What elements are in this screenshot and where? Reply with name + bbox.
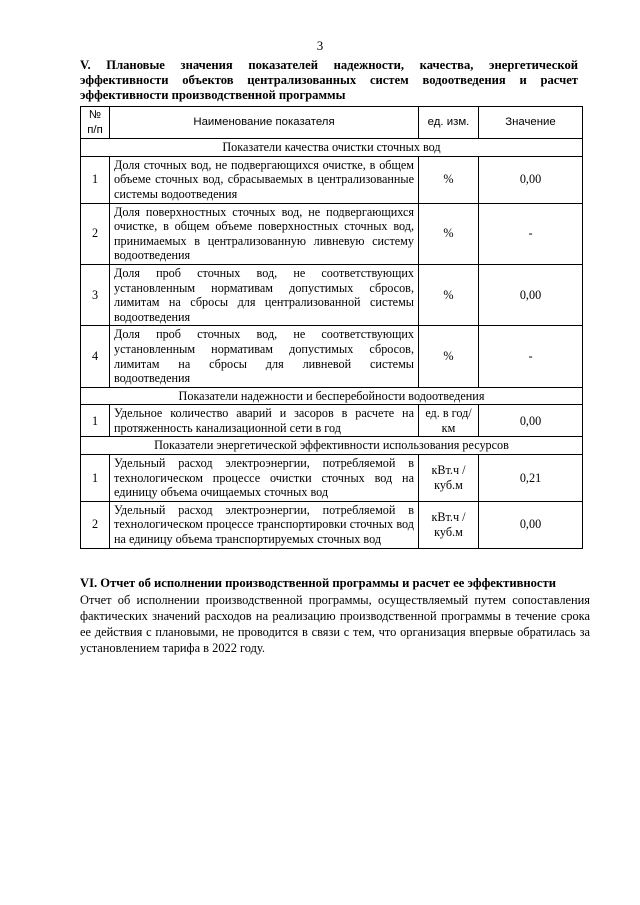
row-num: 2: [81, 203, 110, 264]
row-value: 0,00: [479, 501, 583, 548]
section-row-quality: [81, 139, 583, 157]
row-unit: ед. в год/ км: [419, 405, 479, 437]
row-unit: кВт.ч / куб.м: [419, 455, 479, 502]
row-num: 1: [81, 156, 110, 203]
row-unit: %: [419, 156, 479, 203]
table-row: [81, 501, 583, 548]
table-row: [81, 455, 583, 502]
row-name: Удельное количество аварий и засоров в расчете на протяженность канализационной сети в год: [110, 405, 419, 437]
row-value: 0,00: [479, 405, 583, 437]
header-value: Значение: [479, 107, 583, 139]
page-number: 3: [316, 38, 324, 53]
table-header-row: [81, 107, 583, 139]
indicators-table: [80, 106, 583, 549]
row-num: 1: [81, 405, 110, 437]
row-unit: %: [419, 203, 479, 264]
section-row-energy: [81, 437, 583, 455]
row-name: Доля проб сточных вод, не соответствующих установленным нормативам допустимых сбросов, лимитам на сбросы для централизованной системы водоотведения: [110, 264, 419, 325]
row-value: 0,00: [479, 156, 583, 203]
row-num: 4: [81, 326, 110, 387]
section-title: Показатели энергетической эффективности использования ресурсов: [81, 437, 583, 455]
section-title: Показатели надежности и бесперебойности водоотведения: [81, 387, 583, 405]
header-num: № п/п: [81, 107, 110, 139]
row-value: 0,21: [479, 455, 583, 502]
section-6-paragraph: Отчет об исполнении производственной программы, осуществляемый путем сопоставления фактических значений расходов на реализацию производственной программы в течение срока ее действия с плановыми, не проводится в связи с тем, что организация впервые обратилась за установлением тарифа в 2022 году.: [80, 593, 590, 655]
table-row: [81, 405, 583, 437]
section-row-reliability: [81, 387, 583, 405]
row-unit: %: [419, 264, 479, 325]
row-num: 3: [81, 264, 110, 325]
section-title: Показатели качества очистки сточных вод: [81, 139, 583, 157]
section-6-heading: VI. Отчет об исполнении производственной программы и расчет ее эффективности: [80, 576, 556, 590]
row-unit: %: [419, 326, 479, 387]
row-value: -: [479, 203, 583, 264]
row-name: Удельный расход электроэнергии, потребляемой в технологическом процессе транспортировки сточных вод на единицу объема транспортируемых сточных вод: [110, 501, 419, 548]
table-row: [81, 264, 583, 325]
table-row: [81, 203, 583, 264]
row-name: Доля проб сточных вод, не соответствующих установленным нормативам допустимых сбросов, лимитам на сбросы для ливневой системы водоотведения: [110, 326, 419, 387]
row-value: 0,00: [479, 264, 583, 325]
table-row: [81, 326, 583, 387]
row-unit: кВт.ч / куб.м: [419, 501, 479, 548]
row-name: Доля поверхностных сточных вод, не подвергающихся очистке, в общем объеме поверхностных сточных вод, принимаемых в централизованную ливневую систему водоотведения: [110, 203, 419, 264]
row-name: Доля сточных вод, не подвергающихся очистке, в общем объеме сточных вод, сбрасываемых в централизованные системы водоотведения: [110, 156, 419, 203]
row-num: 1: [81, 455, 110, 502]
header-name: Наименование показателя: [110, 107, 419, 139]
header-unit: ед. изм.: [419, 107, 479, 139]
section-5-heading: V. Плановые значения показателей надежности, качества, энергетической эффективности объектов централизованных систем водоотведения и расчет эффективности производственной программы: [80, 58, 578, 102]
table-row: [81, 156, 583, 203]
row-name: Удельный расход электроэнергии, потребляемой в технологическом процессе очистки сточных вод на единицу объема очищаемых сточных вод: [110, 455, 419, 502]
row-num: 2: [81, 501, 110, 548]
row-value: -: [479, 326, 583, 387]
